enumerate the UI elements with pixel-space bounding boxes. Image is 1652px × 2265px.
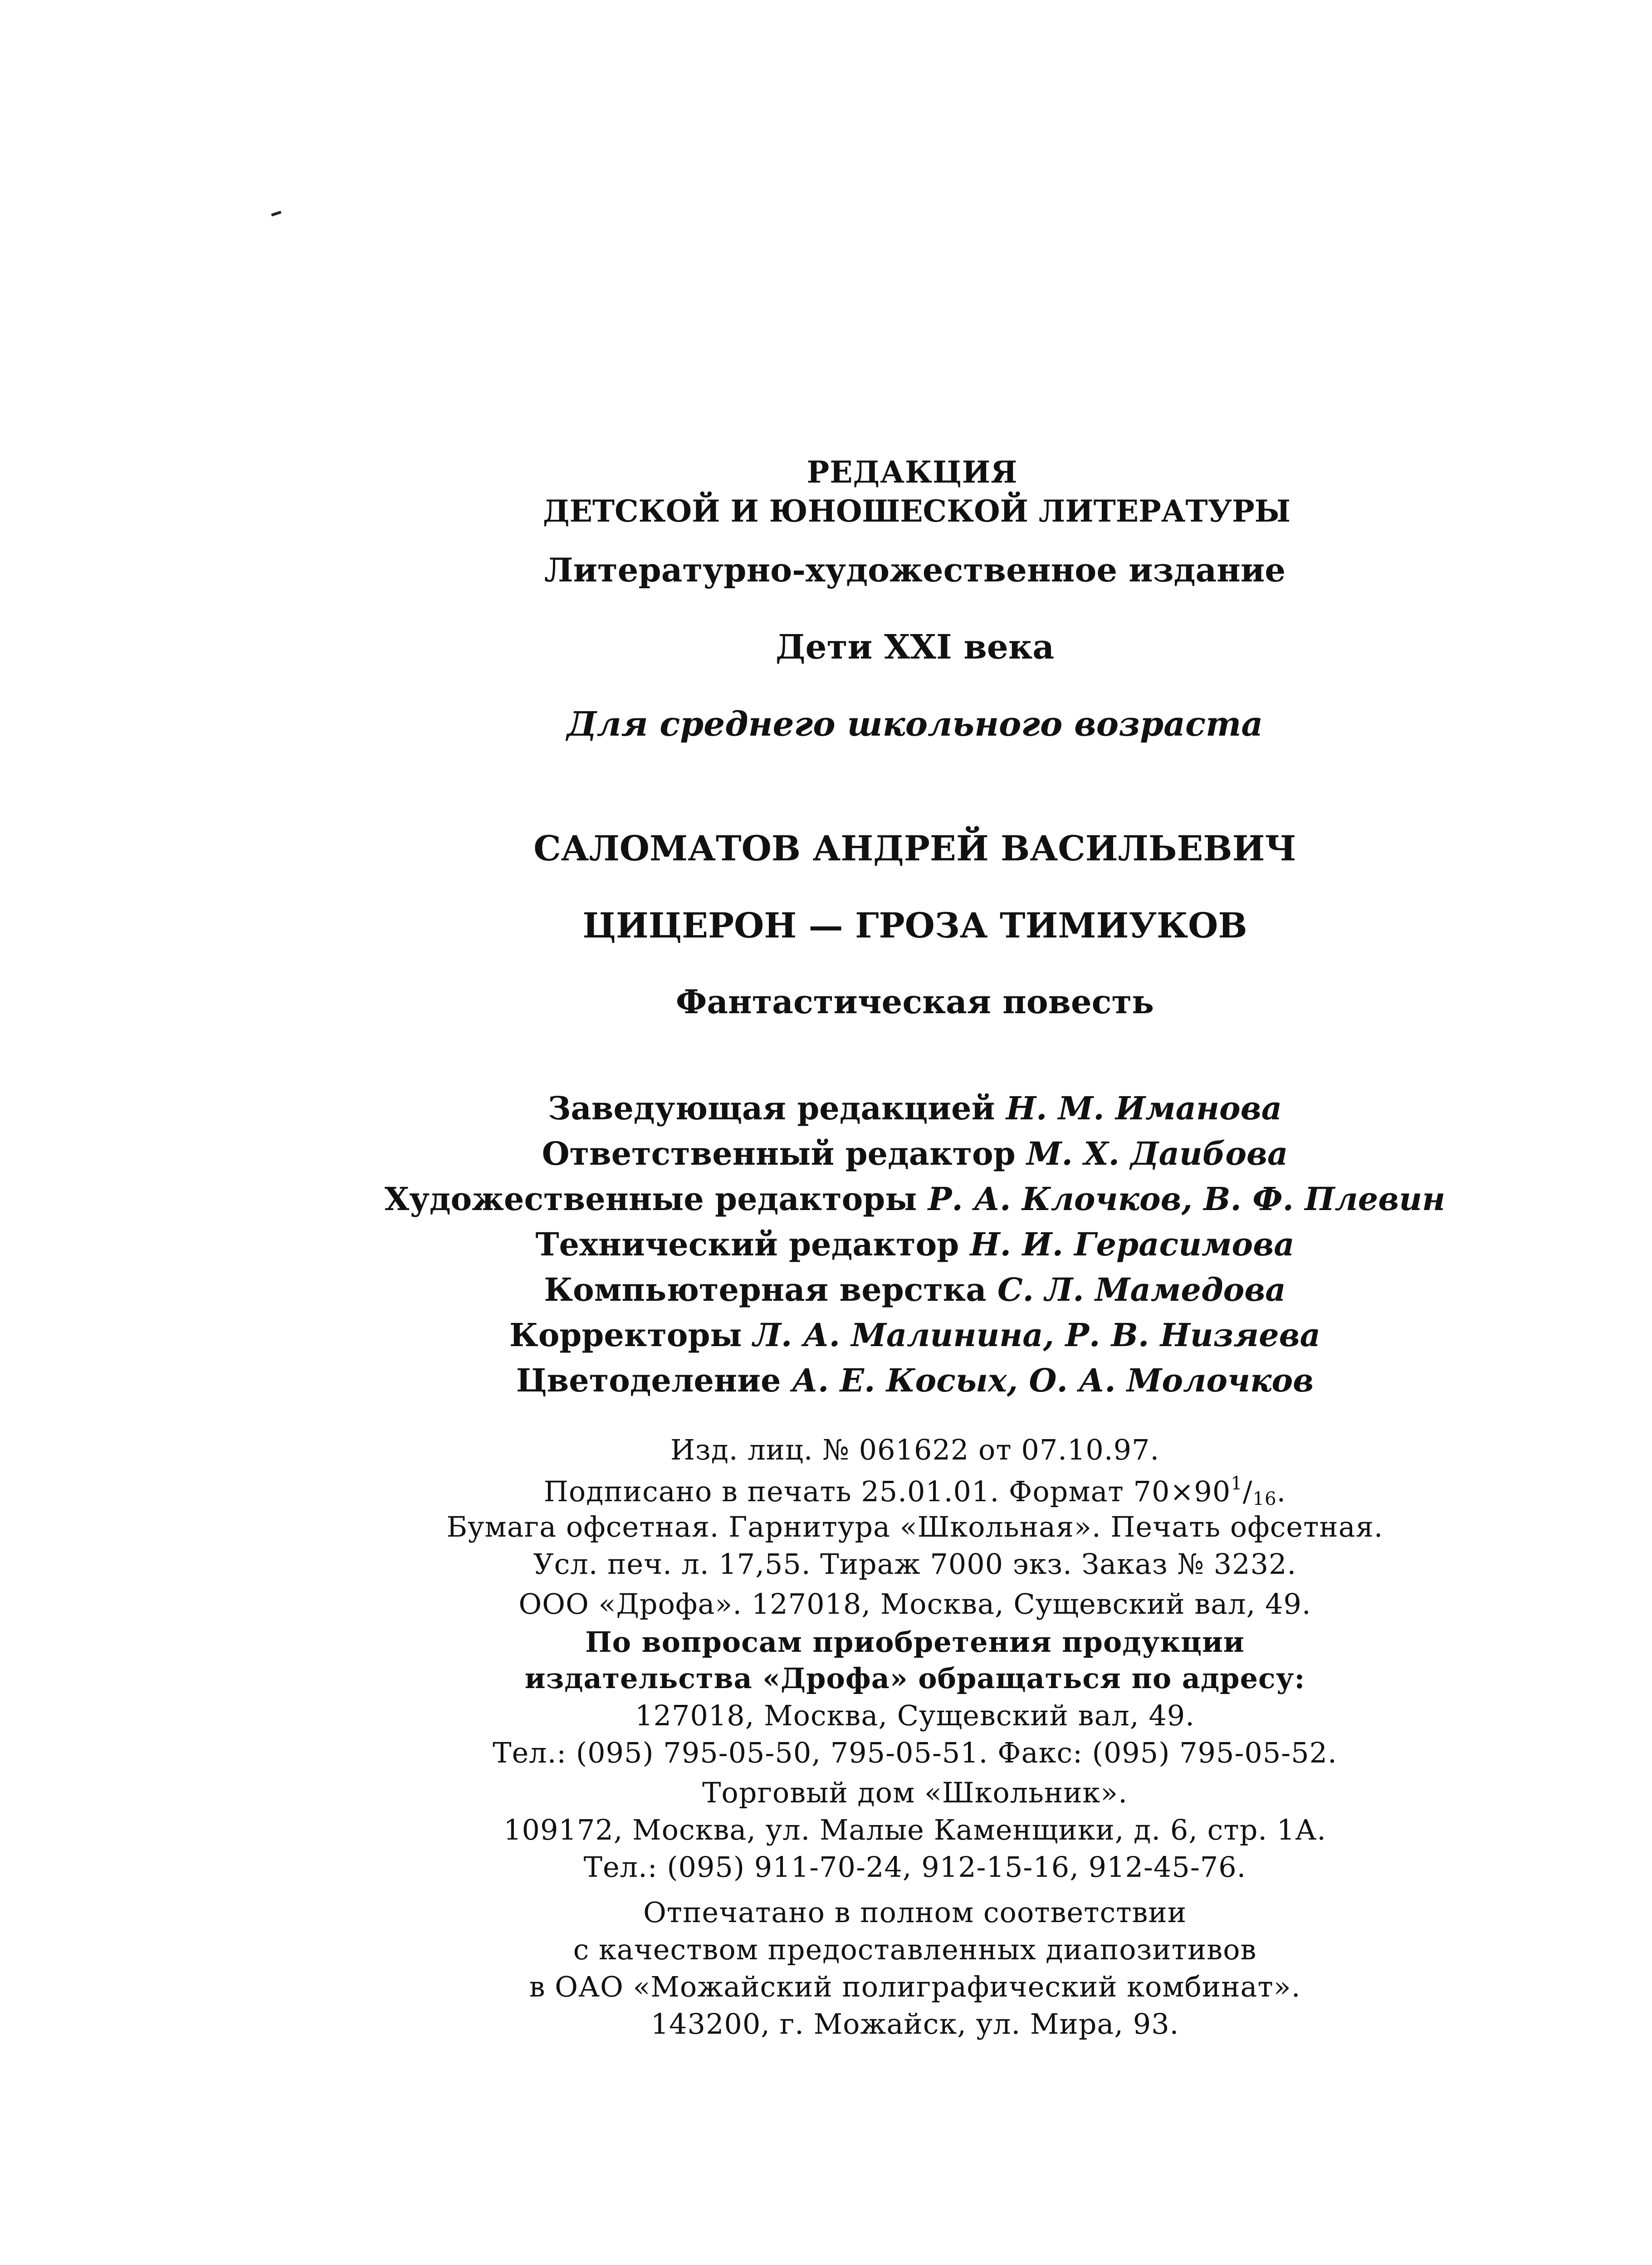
credit-names: М. Х. Даибова: [1026, 1135, 1288, 1172]
credit-names: С. Л. Мамедова: [997, 1271, 1286, 1308]
credit-role: Корректоры: [509, 1316, 742, 1354]
credit-row: [89, 1180, 1652, 1218]
trade-line-2: 109172, Москва, ул. Малые Каменщики, д. 6, стр. 1А.: [503, 1813, 1326, 1846]
signed-suffix: .: [1276, 1475, 1286, 1508]
publisher-line: ООО «Дрофа». 127018, Москва, Сущевский вал, 49.: [518, 1587, 1311, 1621]
printed-line-4: 143200, г. Можайск, ул. Мира, 93.: [650, 2007, 1179, 2040]
credit-role: Цветоделение: [516, 1362, 781, 1399]
paper-line: Бумага офсетная. Гарнитура «Школьная». Печать офсетная.: [446, 1510, 1383, 1543]
credit-row: [89, 1271, 1652, 1308]
book-author: САЛОМАТОВ АНДРЕЙ ВАСИЛЬЕВИЧ: [533, 828, 1296, 869]
scan-speck: [271, 211, 282, 217]
credit-role: Компьютерная верстка: [544, 1271, 987, 1308]
edition-type: Литературно-художественное издание: [544, 551, 1286, 589]
credit-role: Технический редактор: [535, 1225, 959, 1263]
credit-row: [89, 1089, 1652, 1127]
credit-row: [89, 1135, 1652, 1172]
printed-line-2: с качеством предоставленных диапозитивов: [573, 1933, 1257, 1966]
credit-row: [89, 1225, 1652, 1263]
credit-row: [89, 1362, 1652, 1399]
printed-line-1: Отпечатано в полном соответствии: [643, 1896, 1187, 1929]
inquiries-line-1: По вопросам приобретения продукции: [585, 1626, 1245, 1659]
inquiries-line-4: Тел.: (095) 795-05-50, 795-05-51. Факс: (095) 795-05-52.: [493, 1736, 1337, 1769]
editorial-line-2: ДЕТСКОЙ И ЮНОШЕСКОЙ ЛИТЕРАТУРЫ: [543, 493, 1291, 529]
signed-prefix: Подписано в печать 25.01.01. Формат 70×90: [543, 1475, 1231, 1508]
inquiries-line-3: 127018, Москва, Сущевский вал, 49.: [635, 1699, 1195, 1732]
signed-line: Подписано в печать 25.01.01. Формат $70\times 90^1/_{16}$.: [543, 1473, 1286, 1509]
credit-names: Л. А. Малинина, Р. В. Низяева: [753, 1316, 1320, 1354]
inquiries-line-2: издательства «Дрофа» обращаться по адресу:: [524, 1662, 1305, 1695]
volume-line: Усл. печ. л. 17,55. Тираж 7000 экз. Заказ № 3232.: [533, 1547, 1297, 1581]
trade-line-3: Тел.: (095) 911-70-24, 912-15-16, 912-45-76.: [583, 1850, 1246, 1884]
editorial-line-1: РЕДАКЦИЯ: [806, 454, 1018, 490]
series-name: Дети XXI века: [775, 628, 1055, 667]
credit-names: Н. И. Герасимова: [970, 1225, 1295, 1263]
audience-note: Для среднего школьного возраста: [567, 705, 1263, 744]
trade-line-1: Торговый дом «Школьник».: [702, 1776, 1128, 1809]
license-line: Изд. лиц. № 061622 от 07.10.97.: [670, 1433, 1160, 1466]
credit-names: Р. А. Клочков, В. Ф. Плевин: [928, 1180, 1446, 1218]
format-numerator: 1: [1231, 1473, 1243, 1494]
credit-role: Художественные редакторы: [384, 1180, 917, 1218]
credit-role: Ответственный редактор: [542, 1135, 1016, 1172]
credit-role: Заведующая редакцией: [547, 1089, 995, 1127]
credit-names: А. Е. Косых, О. А. Молочков: [792, 1362, 1314, 1399]
book-title: ЦИЦЕРОН — ГРОЗА ТИМИУКОВ: [582, 905, 1247, 946]
book-genre: Фантастическая повесть: [676, 982, 1154, 1021]
credit-row: [89, 1316, 1652, 1354]
printed-line-3: в ОАО «Можайский полиграфический комбинат».: [529, 1970, 1301, 2003]
format-denominator: 16: [1252, 1489, 1277, 1509]
credit-names: Н. М. Иманова: [1006, 1089, 1282, 1127]
